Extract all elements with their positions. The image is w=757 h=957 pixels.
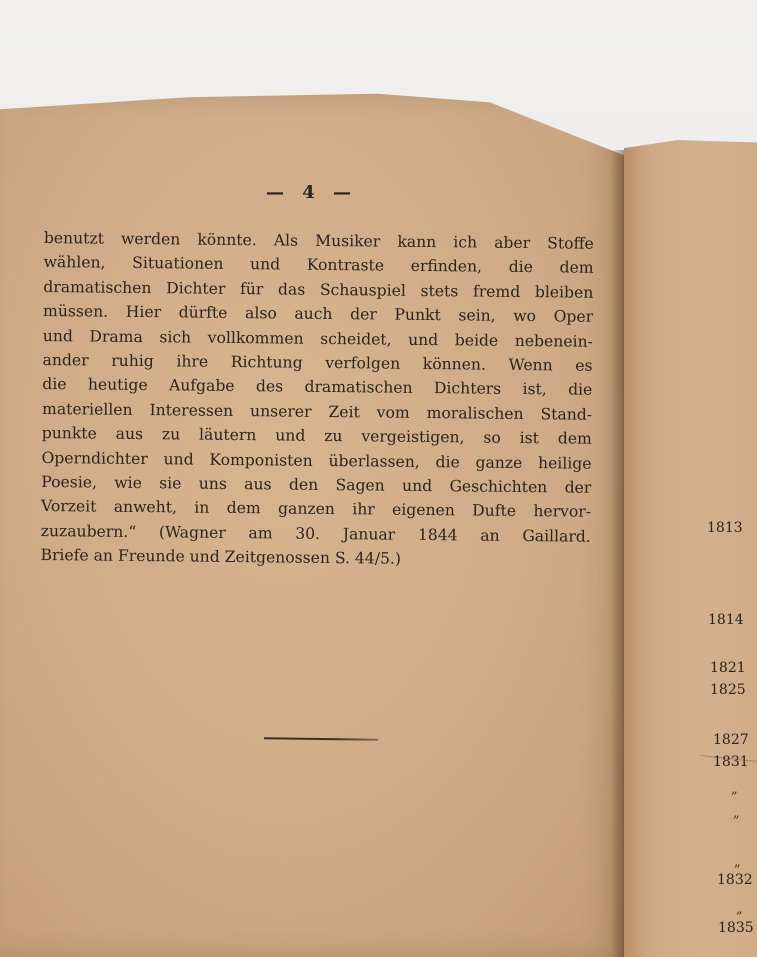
text-line: punkte aus zu läutern und zu vergeistigen, so ist dem bbox=[41, 424, 592, 448]
year-label: 1831 bbox=[713, 754, 749, 770]
text-line: wählen, Situationen und Kontraste erfinden, die dem bbox=[43, 253, 594, 278]
text-line: benutzt werden könnte. Als Musiker kann ich aber Stoffe bbox=[43, 228, 594, 253]
text-line: Briefe an Freunde und Zeitgenossen S. 44/5.) bbox=[40, 546, 402, 568]
year-label: 1835 bbox=[718, 920, 754, 936]
year-label: 1825 bbox=[710, 682, 746, 698]
text-line: müssen. Hier dürfte also auch der Punkt sein, wo Oper bbox=[43, 302, 594, 326]
text-line: dramatischen Dichter für das Schauspiel stets fremd bleiben bbox=[43, 277, 594, 302]
year-label: 1821 bbox=[710, 660, 746, 676]
ditto-mark: „ bbox=[736, 902, 743, 917]
text-line: und Drama sich vollkommen scheidet, und beide nebenein- bbox=[42, 326, 593, 351]
year-label: 1832 bbox=[717, 872, 753, 888]
year-label: 1813 bbox=[707, 520, 743, 536]
year-label: 1814 bbox=[708, 612, 744, 628]
text-line: die heutige Aufgabe des dramatischen Dichters ist, die bbox=[42, 375, 593, 400]
text-line: Operndichter und Komponisten überlassen, die ganze heilige bbox=[41, 448, 592, 473]
text-line: Poesie, wie sie uns aus den Sagen und Geschichten der bbox=[41, 472, 592, 497]
text-line: materiellen Interessen unserer Zeit vom moralischen Stand- bbox=[41, 399, 593, 424]
ditto-mark: „ bbox=[734, 855, 741, 870]
text-line: Vorzeit anweht, in dem ganzen ihr eigenen Dufte hervor- bbox=[40, 497, 592, 522]
text-line: ander ruhig ihre Richtung verfolgen können. Wenn es bbox=[42, 350, 593, 375]
ditto-mark: „ bbox=[731, 782, 738, 797]
year-label: 1827 bbox=[713, 732, 749, 748]
text-line: zuzaubern.“ (Wagner am 30. Januar 1844 an Gaillard. bbox=[40, 521, 591, 546]
page-number: — 4 — bbox=[266, 182, 358, 203]
ditto-mark: „ bbox=[733, 806, 740, 821]
